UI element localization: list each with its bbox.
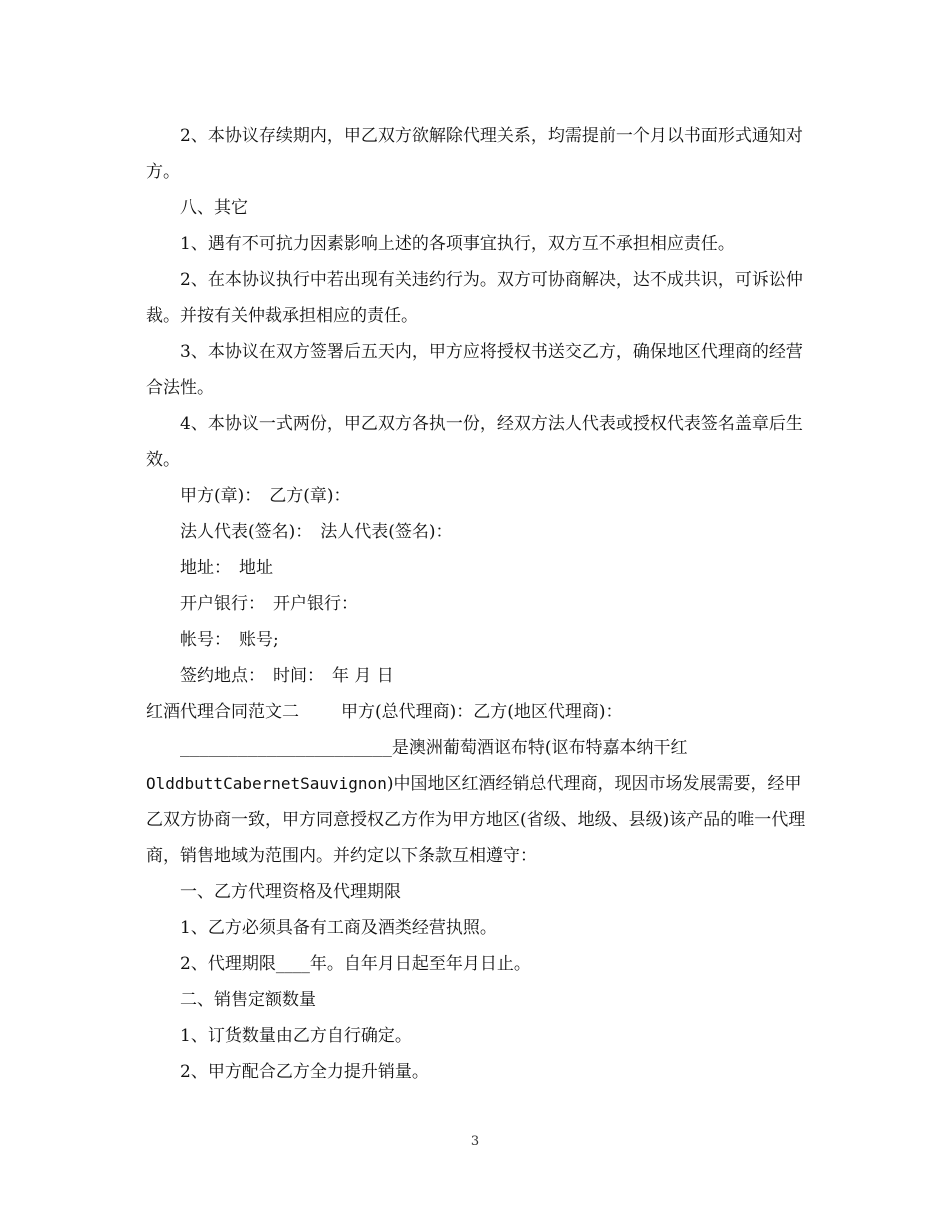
party-a-account-label: 帐号： (180, 630, 231, 650)
party-a-seal-label: 甲方(章)： (180, 486, 262, 506)
intro-text-a: 是澳洲葡萄酒讴布特(讴布特嘉本纳干红 (391, 738, 688, 758)
section-heading-other: 八、其它 (180, 198, 248, 218)
intro-blank-line: ______________________ (180, 738, 392, 757)
section2-parties: 甲方(总代理商)：乙方(地区代理商)： (341, 702, 623, 722)
party-b-bank-label: 开户银行： (273, 594, 358, 614)
clause-copies: 4、本协议一式两份，甲乙双方各执一份，经双方法人代表或授权代表签名盖章后生效。 (146, 414, 803, 470)
signing-date-label: 年 月 日 (332, 666, 394, 686)
section2-title: 红酒代理合同范文二 (146, 702, 299, 722)
signature-rep-row (146, 514, 806, 550)
clause-license: 1、乙方必须具备有工商及酒类经营执照。 (180, 918, 497, 938)
clause-term: 2、代理期限____年。自年月日起至年月日止。 (180, 954, 531, 974)
party-b-account-label: 账号; (239, 630, 279, 650)
party-a-rep-label: 法人代表(签名)： (180, 522, 313, 542)
page-number: 3 (470, 1134, 480, 1149)
intro-product-name: OlddbuttCabernetSauvignon (146, 774, 387, 793)
clause-termination-notice: 2、本协议存续期内，甲乙双方欲解除代理关系，均需提前一个月以书面形式通知对方。 (146, 126, 803, 182)
section2-heading-quota: 二、销售定额数量 (180, 990, 316, 1010)
signature-account-row (146, 622, 806, 658)
party-b-rep-label: 法人代表(签名)： (320, 522, 453, 542)
section2-heading-row (146, 694, 806, 730)
clause-dispute: 2、在本协议执行中若出现有关违约行为。双方可协商解决，达不成共识，可诉讼仲裁。并按有关仲裁承担相应的责任。 (146, 270, 803, 326)
clause-force-majeure: 1、遇有不可抗力因素影响上述的各项事宜执行，双方互不承担相应责任。 (180, 234, 735, 254)
signature-place-time-row (146, 658, 806, 694)
section2-heading-qualification: 一、乙方代理资格及代理期限 (180, 882, 401, 902)
document-body (146, 118, 806, 1090)
section2-intro (146, 730, 806, 874)
party-b-seal-label: 乙方(章)： (269, 486, 351, 506)
clause-authorization: 3、本协议在双方签署后五天内，甲方应将授权书送交乙方，确保地区代理商的经营合法性。 (146, 342, 803, 398)
signature-address-row (146, 550, 806, 586)
party-b-address-label: 地址 (239, 558, 273, 578)
signature-bank-row (146, 586, 806, 622)
signing-time-label: 时间： (273, 666, 324, 686)
party-a-bank-label: 开户银行： (180, 594, 265, 614)
signature-party-row (146, 478, 806, 514)
clause-sales-support: 2、甲方配合乙方全力提升销量。 (180, 1062, 429, 1082)
clause-order-quantity: 1、订货数量由乙方自行确定。 (180, 1026, 412, 1046)
party-a-address-label: 地址： (180, 558, 231, 578)
signing-place-label: 签约地点： (180, 666, 265, 686)
intro-text-c: )中国地区红酒经销总代理商，现因市场发展需要，经甲乙双方协商一致，甲方同意授权乙方作为甲方地区(省级、地级、县级)该产品的唯一代理商，销售地域为范围内。并约定以下条款互相遵守： (146, 774, 806, 866)
